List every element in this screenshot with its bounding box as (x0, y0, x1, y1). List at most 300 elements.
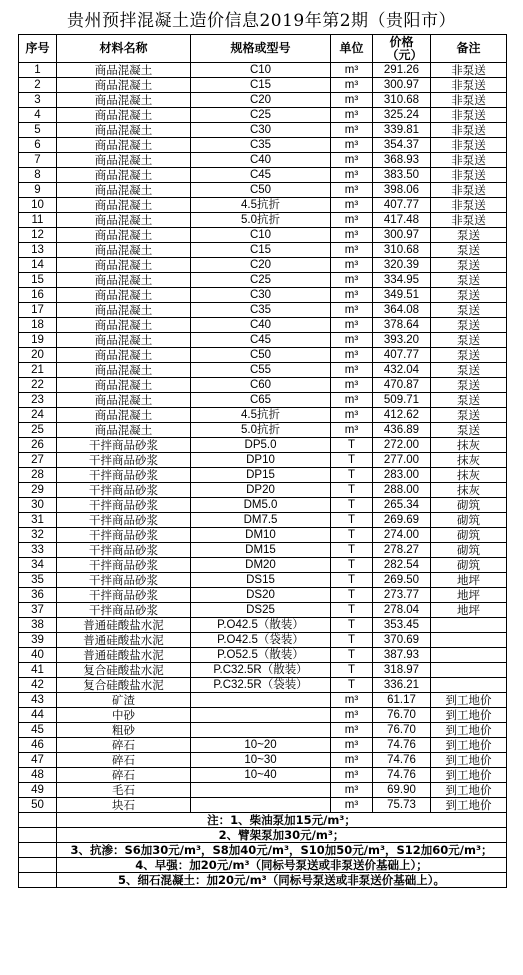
row-price: 370.69 (373, 633, 431, 648)
row-unit: T (331, 513, 373, 528)
row-unit: T (331, 573, 373, 588)
row-spec: C20 (191, 93, 331, 108)
row-material-name: 商品混凝土 (57, 153, 191, 168)
row-no: 40 (19, 648, 57, 663)
table-row (19, 348, 507, 363)
row-remark: 砌筑 (431, 513, 507, 528)
table-header-row (19, 35, 507, 63)
row-unit: m³ (331, 198, 373, 213)
row-material-name: 中砂 (57, 708, 191, 723)
row-no: 9 (19, 183, 57, 198)
row-price: 336.21 (373, 678, 431, 693)
table-row (19, 528, 507, 543)
row-remark (431, 663, 507, 678)
row-price: 387.93 (373, 648, 431, 663)
row-unit: m³ (331, 723, 373, 738)
row-unit: m³ (331, 138, 373, 153)
row-unit: T (331, 453, 373, 468)
row-price: 300.97 (373, 78, 431, 93)
row-no: 4 (19, 108, 57, 123)
row-remark: 泵送 (431, 333, 507, 348)
table-row (19, 783, 507, 798)
row-material-name: 碎石 (57, 738, 191, 753)
row-no: 45 (19, 723, 57, 738)
row-no: 28 (19, 468, 57, 483)
table-row (19, 468, 507, 483)
row-spec: C10 (191, 63, 331, 78)
row-no: 11 (19, 213, 57, 228)
row-remark: 泵送 (431, 423, 507, 438)
row-price: 282.54 (373, 558, 431, 573)
row-no: 20 (19, 348, 57, 363)
row-remark: 泵送 (431, 273, 507, 288)
row-material-name: 普通硅酸盐水泥 (57, 633, 191, 648)
row-remark: 地坪 (431, 588, 507, 603)
row-price: 278.27 (373, 543, 431, 558)
table-row (19, 453, 507, 468)
row-unit: m³ (331, 123, 373, 138)
row-spec (191, 708, 331, 723)
row-no: 49 (19, 783, 57, 798)
row-unit: m³ (331, 288, 373, 303)
row-spec (191, 693, 331, 708)
row-price: 310.68 (373, 243, 431, 258)
row-price: 364.08 (373, 303, 431, 318)
row-price: 291.26 (373, 63, 431, 78)
row-material-name: 商品混凝土 (57, 168, 191, 183)
row-spec: 4.5抗折 (191, 198, 331, 213)
row-no: 31 (19, 513, 57, 528)
table-row (19, 513, 507, 528)
row-price: 339.81 (373, 123, 431, 138)
row-spec: C55 (191, 363, 331, 378)
row-remark: 泵送 (431, 258, 507, 273)
row-price: 407.77 (373, 348, 431, 363)
table-row (19, 153, 507, 168)
row-price: 354.37 (373, 138, 431, 153)
row-remark: 砌筑 (431, 498, 507, 513)
row-spec: DP20 (191, 483, 331, 498)
row-unit: m³ (331, 363, 373, 378)
row-unit: T (331, 498, 373, 513)
note-text: 注：1、柴油泵加15元/m³； (57, 813, 507, 828)
row-spec: C30 (191, 123, 331, 138)
header-name: 材料名称 (57, 35, 191, 63)
row-no: 2 (19, 78, 57, 93)
row-no: 21 (19, 363, 57, 378)
notes-section (19, 813, 507, 888)
row-no: 10 (19, 198, 57, 213)
table-row (19, 483, 507, 498)
row-remark: 泵送 (431, 363, 507, 378)
row-remark: 砌筑 (431, 543, 507, 558)
row-material-name: 干拌商品砂浆 (57, 498, 191, 513)
table-row (19, 168, 507, 183)
header-remark: 备注 (431, 35, 507, 63)
row-no: 39 (19, 633, 57, 648)
row-spec: C50 (191, 183, 331, 198)
note-text: 3、抗渗：S6加30元/m³，S8加40元/m³，S10加50元/m³，S12加60元/m³； (57, 843, 507, 858)
row-price: 273.77 (373, 588, 431, 603)
row-no: 15 (19, 273, 57, 288)
row-material-name: 商品混凝土 (57, 183, 191, 198)
row-spec: P.O52.5（散装） (191, 648, 331, 663)
row-remark: 抹灰 (431, 438, 507, 453)
row-spec: DP15 (191, 468, 331, 483)
row-material-name: 块石 (57, 798, 191, 813)
row-remark: 泵送 (431, 318, 507, 333)
row-remark: 抹灰 (431, 483, 507, 498)
row-material-name: 干拌商品砂浆 (57, 528, 191, 543)
row-price: 436.89 (373, 423, 431, 438)
row-no: 26 (19, 438, 57, 453)
table-row (19, 423, 507, 438)
row-material-name: 商品混凝土 (57, 423, 191, 438)
row-no: 37 (19, 603, 57, 618)
row-unit: m³ (331, 423, 373, 438)
row-price: 269.50 (373, 573, 431, 588)
row-price: 412.62 (373, 408, 431, 423)
row-remark: 泵送 (431, 303, 507, 318)
row-remark: 抹灰 (431, 453, 507, 468)
row-spec: C40 (191, 318, 331, 333)
row-spec: DS25 (191, 603, 331, 618)
row-remark: 抹灰 (431, 468, 507, 483)
row-price: 509.71 (373, 393, 431, 408)
row-remark (431, 618, 507, 633)
row-spec: 5.0抗折 (191, 213, 331, 228)
row-no: 48 (19, 768, 57, 783)
row-unit: m³ (331, 168, 373, 183)
note-spacer (19, 828, 57, 843)
row-spec: DS15 (191, 573, 331, 588)
row-spec: 10~40 (191, 768, 331, 783)
row-price: 278.04 (373, 603, 431, 618)
row-material-name: 复合硅酸盐水泥 (57, 678, 191, 693)
row-remark: 非泵送 (431, 213, 507, 228)
header-unit: 单位 (331, 35, 373, 63)
row-remark (431, 633, 507, 648)
row-no: 36 (19, 588, 57, 603)
row-remark: 泵送 (431, 408, 507, 423)
row-spec: DM7.5 (191, 513, 331, 528)
row-price: 74.76 (373, 738, 431, 753)
table-row (19, 138, 507, 153)
row-unit: m³ (331, 273, 373, 288)
row-no: 16 (19, 288, 57, 303)
row-no: 12 (19, 228, 57, 243)
row-price: 61.17 (373, 693, 431, 708)
row-spec (191, 798, 331, 813)
table-row (19, 573, 507, 588)
row-no: 29 (19, 483, 57, 498)
row-unit: m³ (331, 108, 373, 123)
row-unit: m³ (331, 393, 373, 408)
table-row (19, 498, 507, 513)
row-remark (431, 678, 507, 693)
row-material-name: 干拌商品砂浆 (57, 438, 191, 453)
table-row (19, 213, 507, 228)
row-price: 288.00 (373, 483, 431, 498)
row-no: 30 (19, 498, 57, 513)
row-spec: C45 (191, 168, 331, 183)
row-remark: 非泵送 (431, 168, 507, 183)
row-no: 3 (19, 93, 57, 108)
row-unit: T (331, 558, 373, 573)
row-no: 8 (19, 168, 57, 183)
row-no: 1 (19, 63, 57, 78)
row-material-name: 干拌商品砂浆 (57, 468, 191, 483)
note-text: 5、细石混凝土：加20元/m³（同标号泵送或非泵送价基础上）。 (57, 873, 507, 888)
table-row (19, 273, 507, 288)
header-price (373, 35, 431, 63)
row-spec: C45 (191, 333, 331, 348)
table-row (19, 228, 507, 243)
table-row (19, 183, 507, 198)
row-price: 74.76 (373, 753, 431, 768)
row-no: 6 (19, 138, 57, 153)
row-price: 76.70 (373, 723, 431, 738)
row-unit: m³ (331, 153, 373, 168)
row-no: 18 (19, 318, 57, 333)
row-material-name: 商品混凝土 (57, 408, 191, 423)
row-material-name: 商品混凝土 (57, 123, 191, 138)
row-price: 274.00 (373, 528, 431, 543)
table-row (19, 108, 507, 123)
row-no: 7 (19, 153, 57, 168)
row-spec (191, 723, 331, 738)
table-row (19, 393, 507, 408)
row-material-name: 碎石 (57, 768, 191, 783)
row-remark: 泵送 (431, 348, 507, 363)
row-remark: 到工地价 (431, 783, 507, 798)
note-row (19, 858, 507, 873)
row-unit: m³ (331, 303, 373, 318)
row-unit: m³ (331, 408, 373, 423)
row-remark: 泵送 (431, 228, 507, 243)
row-no: 41 (19, 663, 57, 678)
row-no: 33 (19, 543, 57, 558)
row-unit: m³ (331, 333, 373, 348)
row-no: 14 (19, 258, 57, 273)
row-remark: 非泵送 (431, 123, 507, 138)
row-unit: m³ (331, 183, 373, 198)
row-material-name: 商品混凝土 (57, 303, 191, 318)
row-no: 32 (19, 528, 57, 543)
row-remark: 非泵送 (431, 153, 507, 168)
row-price: 349.51 (373, 288, 431, 303)
row-material-name: 商品混凝土 (57, 213, 191, 228)
table-row (19, 303, 507, 318)
row-price: 277.00 (373, 453, 431, 468)
table-row (19, 78, 507, 93)
table-row (19, 753, 507, 768)
row-unit: m³ (331, 348, 373, 363)
row-remark: 到工地价 (431, 723, 507, 738)
row-no: 50 (19, 798, 57, 813)
row-no: 24 (19, 408, 57, 423)
row-price: 283.00 (373, 468, 431, 483)
row-price: 407.77 (373, 198, 431, 213)
row-no: 44 (19, 708, 57, 723)
table-row (19, 408, 507, 423)
row-spec: 4.5抗折 (191, 408, 331, 423)
row-material-name: 矿渣 (57, 693, 191, 708)
table-row (19, 558, 507, 573)
row-unit: m³ (331, 78, 373, 93)
row-unit: T (331, 678, 373, 693)
header-no: 序号 (19, 35, 57, 63)
row-no: 25 (19, 423, 57, 438)
row-material-name: 商品混凝土 (57, 108, 191, 123)
row-remark: 到工地价 (431, 708, 507, 723)
row-unit: T (331, 528, 373, 543)
row-remark: 非泵送 (431, 93, 507, 108)
table-row (19, 333, 507, 348)
row-price: 69.90 (373, 783, 431, 798)
row-material-name: 干拌商品砂浆 (57, 513, 191, 528)
table-row (19, 93, 507, 108)
note-text: 2、臂架泵加30元/m³； (57, 828, 507, 843)
row-material-name: 干拌商品砂浆 (57, 573, 191, 588)
row-no: 19 (19, 333, 57, 348)
row-spec: 10~20 (191, 738, 331, 753)
row-no: 23 (19, 393, 57, 408)
row-spec: DP10 (191, 453, 331, 468)
row-material-name: 干拌商品砂浆 (57, 483, 191, 498)
row-spec: C15 (191, 78, 331, 93)
row-unit: m³ (331, 693, 373, 708)
row-unit: T (331, 633, 373, 648)
table-row (19, 798, 507, 813)
row-price: 269.69 (373, 513, 431, 528)
row-remark: 泵送 (431, 288, 507, 303)
row-unit: m³ (331, 708, 373, 723)
row-material-name: 商品混凝土 (57, 318, 191, 333)
row-spec: C35 (191, 138, 331, 153)
row-no: 35 (19, 573, 57, 588)
table-row (19, 708, 507, 723)
table-row (19, 288, 507, 303)
price-table (18, 34, 507, 888)
row-material-name: 商品混凝土 (57, 273, 191, 288)
row-spec: DP5.0 (191, 438, 331, 453)
row-material-name: 干拌商品砂浆 (57, 453, 191, 468)
row-no: 5 (19, 123, 57, 138)
row-price: 318.97 (373, 663, 431, 678)
row-no: 38 (19, 618, 57, 633)
row-remark: 到工地价 (431, 738, 507, 753)
row-spec: DM10 (191, 528, 331, 543)
note-row (19, 813, 507, 828)
row-spec: C60 (191, 378, 331, 393)
row-material-name: 商品混凝土 (57, 243, 191, 258)
row-material-name: 干拌商品砂浆 (57, 558, 191, 573)
row-unit: T (331, 483, 373, 498)
table-row (19, 633, 507, 648)
row-remark: 到工地价 (431, 798, 507, 813)
row-remark: 地坪 (431, 573, 507, 588)
row-spec: C15 (191, 243, 331, 258)
row-unit: T (331, 618, 373, 633)
row-unit: m³ (331, 378, 373, 393)
row-no: 22 (19, 378, 57, 393)
row-spec: C20 (191, 258, 331, 273)
row-material-name: 商品混凝土 (57, 378, 191, 393)
row-price: 334.95 (373, 273, 431, 288)
table-row (19, 318, 507, 333)
row-no: 17 (19, 303, 57, 318)
row-unit: m³ (331, 753, 373, 768)
row-material-name: 商品混凝土 (57, 93, 191, 108)
table-row (19, 588, 507, 603)
row-unit: T (331, 543, 373, 558)
row-spec (191, 783, 331, 798)
row-price: 325.24 (373, 108, 431, 123)
row-spec: DM20 (191, 558, 331, 573)
row-no: 46 (19, 738, 57, 753)
row-material-name: 普通硅酸盐水泥 (57, 648, 191, 663)
table-row (19, 693, 507, 708)
table-row (19, 768, 507, 783)
row-material-name: 商品混凝土 (57, 138, 191, 153)
row-no: 34 (19, 558, 57, 573)
table-row (19, 378, 507, 393)
row-unit: T (331, 648, 373, 663)
row-remark: 到工地价 (431, 753, 507, 768)
row-unit: m³ (331, 798, 373, 813)
row-price: 368.93 (373, 153, 431, 168)
table-row (19, 603, 507, 618)
row-unit: T (331, 603, 373, 618)
row-spec: C40 (191, 153, 331, 168)
row-material-name: 商品混凝土 (57, 258, 191, 273)
row-material-name: 普通硅酸盐水泥 (57, 618, 191, 633)
row-unit: m³ (331, 768, 373, 783)
table-body (19, 63, 507, 813)
row-material-name: 商品混凝土 (57, 393, 191, 408)
row-spec: DM15 (191, 543, 331, 558)
row-remark: 非泵送 (431, 63, 507, 78)
row-spec: C30 (191, 288, 331, 303)
row-remark: 泵送 (431, 378, 507, 393)
row-remark: 非泵送 (431, 78, 507, 93)
row-material-name: 商品混凝土 (57, 63, 191, 78)
header-spec: 规格或型号 (191, 35, 331, 63)
row-spec: P.C32.5R（袋装） (191, 678, 331, 693)
row-remark: 泵送 (431, 243, 507, 258)
row-remark: 地坪 (431, 603, 507, 618)
row-unit: T (331, 663, 373, 678)
row-remark: 非泵送 (431, 108, 507, 123)
table-row (19, 123, 507, 138)
row-material-name: 干拌商品砂浆 (57, 603, 191, 618)
note-row (19, 873, 507, 888)
note-row (19, 828, 507, 843)
row-material-name: 复合硅酸盐水泥 (57, 663, 191, 678)
table-row (19, 258, 507, 273)
table-row (19, 678, 507, 693)
row-price: 300.97 (373, 228, 431, 243)
row-spec: C25 (191, 273, 331, 288)
row-material-name: 干拌商品砂浆 (57, 543, 191, 558)
row-unit: T (331, 468, 373, 483)
note-spacer (19, 858, 57, 873)
row-spec: C25 (191, 108, 331, 123)
row-price: 432.04 (373, 363, 431, 378)
row-material-name: 商品混凝土 (57, 333, 191, 348)
header-price-label: 价格（元） (386, 34, 423, 62)
